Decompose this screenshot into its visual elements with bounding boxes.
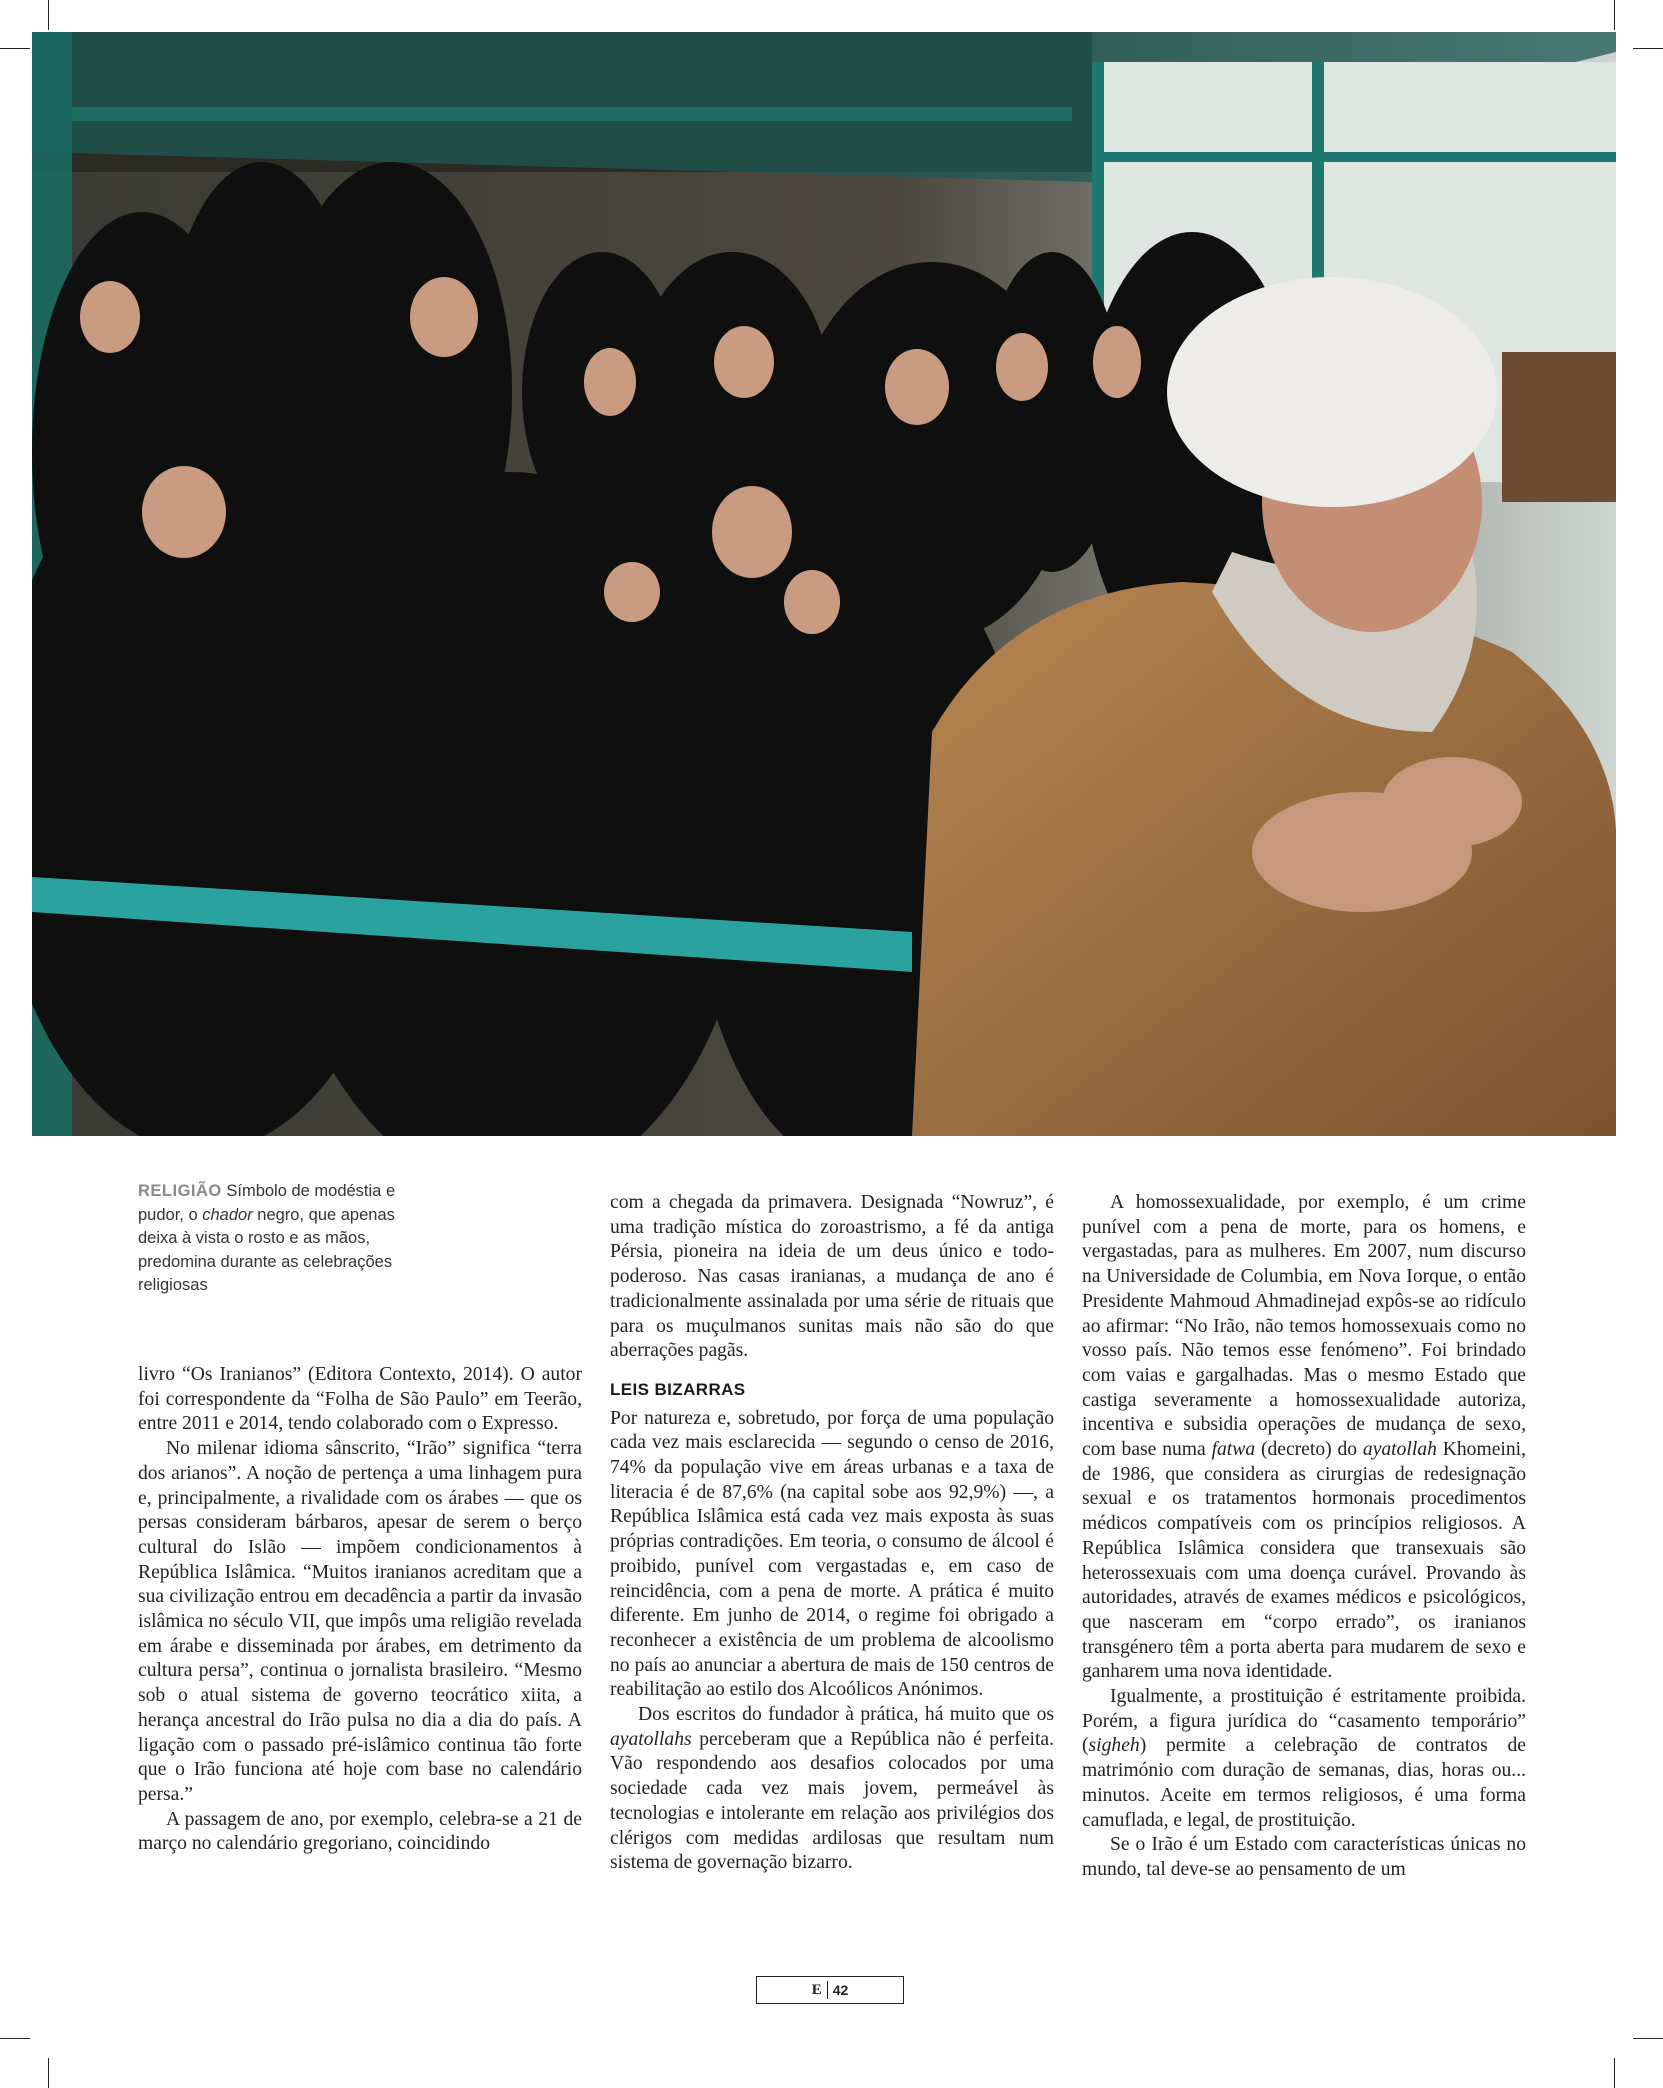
page-folio	[756, 1976, 904, 2004]
page-number: 42	[832, 1982, 849, 1998]
caption-term: chador	[202, 1205, 253, 1224]
paragraph: livro “Os Iranianos” (Editora Contexto, 2014). O autor foi correspondente da “Folha de São Paulo” em Teerão, entre 2011 e 2014, tendo colaborado com o Expresso.	[138, 1364, 582, 1435]
text-run: (decreto) do	[1255, 1439, 1363, 1461]
paragraph	[1082, 1191, 1526, 1685]
italic-term: ayatollah	[1362, 1439, 1437, 1461]
photo-caption	[138, 1180, 418, 1298]
body-column-2	[610, 1191, 1054, 1876]
italic-term: sigheh	[1088, 1735, 1140, 1757]
section-subhead: LEIS BIZARRAS	[610, 1379, 746, 1399]
italic-term: fatwa	[1211, 1439, 1256, 1461]
crop-mark	[0, 48, 30, 49]
italic-term: ayatollahs	[610, 1728, 692, 1750]
crop-mark	[1614, 2058, 1615, 2088]
paragraph	[610, 1703, 1054, 1876]
paragraph: Por natureza e, sobretudo, por força de uma população cada vez mais esclarecida — segundo o censo de 2016, 74% da população vive em áreas urbanas e a taxa de literacia é de 87,6% (na capital sobe aos 92,9%) —, a República Islâmica está cada vez mais exposta às suas próprias contradições. Em teoria, o consumo de álcool é proibido, punível com vergastadas e, em caso de reincidência, com a pena de morte. A prática é muito diferente. Em junho de 2014, o regime foi obrigado a reconhecer a existência de um problema de alcoolismo no país ao anunciar a abertura de mais de 150 centros de reabilitação ao estilo dos Alcoólicos Anónimos.	[610, 1407, 1054, 1701]
text-run: ) permite a celebração de contratos de matrimónio com duração de semanas, dias, horas ou... minutos. Aceite em termos religiosos, é uma forma camuflada, e legal, de prostituição.	[1082, 1735, 1526, 1831]
paragraph: No milenar idioma sânscrito, “Irão” significa “terra dos arianos”. A noção de pertença a uma linhagem pura e, principalmente, a rivalidade com os árabes — que os persas consideram bárbaros, apesar de serem o berço cultural do Islão — impõem condicionamentos à República Islâmica. “Muitos iranianos acreditam que a sua civilização entrou em decadência a partir da invasão islâmica no século VII, que impôs uma religião revelada em árabe e disseminada por árabes, em detrimento da cultura persa”, continua o jornalista brasileiro. “Mesmo sob o atual sistema de governo teocrático xiita, a herança ancestral do Irão pulsa no dia a dia do país. A ligação com o passado pré-islâmico continua tão forte que o Irão funciona até hoje com base no calendário persa.”	[138, 1438, 582, 1805]
caption-kicker: RELIGIÃO	[138, 1182, 222, 1200]
body-column-3	[1082, 1191, 1526, 1883]
crop-mark	[1614, 0, 1615, 30]
crop-mark	[1633, 2038, 1663, 2039]
text-run: Igualmente, a prostituição é estritamente proibida. Porém, a figura jurídica do “casamento temporário” (	[1082, 1686, 1526, 1757]
body-column-1	[138, 1363, 582, 1857]
magazine-mark: E	[812, 1981, 828, 1999]
text-run: perceberam que a República não é perfeita. Vão respondendo aos desafios colocados por uma sociedade cada vez mais jovem, permeável às tecnologias e intolerante em relação aos privilégios dos clérigos com medidas ardilosas que resultam num sistema de governação bizarro.	[610, 1728, 1054, 1874]
photo-women-in-chador-and-cleric	[32, 32, 1616, 1136]
photo-illustration	[32, 32, 1616, 1136]
crop-mark	[0, 2038, 30, 2039]
paragraph: Se o Irão é um Estado com características únicas no mundo, tal deve-se ao pensamento de um	[1082, 1834, 1526, 1880]
paragraph: A passagem de ano, por exemplo, celebra-se a 21 de março no calendário gregoriano, coincidindo	[138, 1808, 582, 1855]
crop-mark	[48, 0, 49, 30]
crop-mark	[48, 2058, 49, 2088]
text-run: Dos escritos do fundador à prática, há muito que os	[638, 1704, 1054, 1726]
text-run: Khomeini, de 1986, que considera as cirurgias de redesignação sexual e os tratamentos hormonais procedimentos médicos compatíveis com os princípios religiosos. A República Islâmica considera que transexuais são heterossexuais com uma doença curável. Provando às autoridades, através de exames médicos e psicológicos, que nasceram em “corpo errado”, os iranianos transgénero têm a porta aberta para mudarem de sexo e ganharem uma nova identidade.	[1082, 1439, 1526, 1683]
text-run: A homossexualidade, por exemplo, é um crime punível com a pena de morte, para os homens, e vergastadas, para as mulheres. Em 2007, num discurso na Universidade de Columbia, em Nova Iorque, o então Presidente Mahmoud Ahmadinejad expôs-se ao ridículo ao afirmar: “No Irão, não temos homossexuais como no vosso país. Não temos esse fenómeno”. Foi brindado com vaias e gargalhadas. Mas o mesmo Estado que castiga severamente a homossexualidade autoriza, incentiva e subsidia operações de mudança de sexo, com base numa	[1082, 1192, 1526, 1461]
caption-text-lead: Símbolo de modéstia e pudor, o	[138, 1182, 396, 1224]
paragraph: com a chegada da primavera. Designada “Nowruz”, é uma tradição mística do zoroastrismo, a fé da antiga Pérsia, pioneira na ideia de um deus único e todo-poderoso. Nas casas iranianas, a mudança de ano é tradicionalmente assinalada por uma série de rituais que para os muçulmanos sunitas mais não são do que aberrações pagãs.	[610, 1192, 1054, 1362]
crop-mark	[1633, 48, 1663, 49]
caption-text-rest: negro, que apenas deixa à vista o rosto e as mãos, predomina durante as celebrações religiosas	[138, 1205, 395, 1294]
paragraph	[1082, 1685, 1526, 1833]
